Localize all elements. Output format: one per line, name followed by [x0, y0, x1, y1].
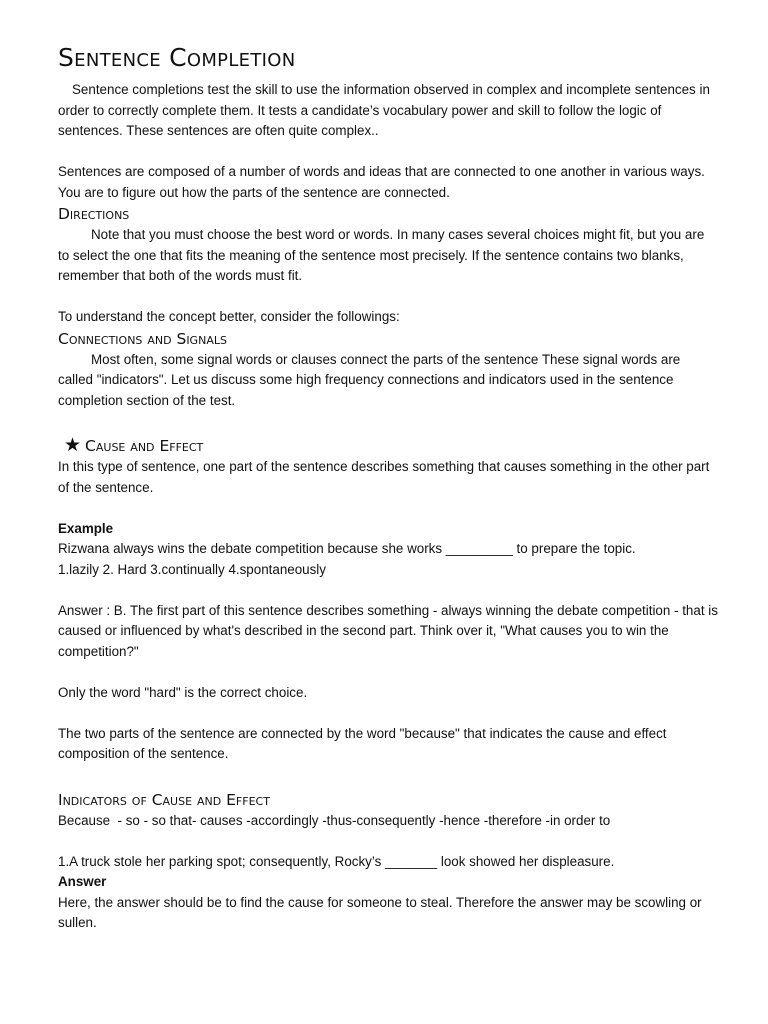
question-sentence: 1.A truck stole her parking spot; consequently, Rocky’s _______ look showed her displeasure.	[58, 853, 615, 869]
star-icon: ★	[64, 435, 82, 456]
cause-effect-paragraph: In this type of sentence, one part of the sentence describes something that causes something in the other part of the sentence.	[58, 459, 710, 495]
example-only: Only the word "hard" is the correct choice.	[58, 684, 308, 700]
answer-text: Here, the answer should be to find the cause for someone to steal. Therefore the answer may be scowling or sullen.	[58, 894, 702, 930]
example-answer: Answer : B. The first part of this sentence describes something - always winning the debate competition - that is caused or influenced by what's described in the second part. Think over it, "What causes you to win the competition?"	[58, 602, 718, 659]
cause-effect-heading: Cause and Effect	[85, 437, 204, 455]
example-label: Example	[58, 520, 114, 536]
answer-label: Answer	[58, 874, 107, 889]
indicators-list: Because - so - so that- causes -accordingly -thus-consequently -hence -therefore -in order to	[58, 812, 611, 828]
page-title: Sentence Completion	[58, 43, 296, 72]
directions-heading: Directions	[58, 205, 130, 223]
cause-effect-heading-row	[58, 435, 718, 457]
example-connected: The two parts of the sentence are connected by the word "because" that indicates the cause and effect composition of the sentence.	[58, 725, 667, 761]
understand-paragraph: To understand the concept better, consider the followings:	[58, 309, 400, 324]
intro-paragraph: Sentence completions test the skill to use the information observed in complex and incomplete sentences in order to correctly complete them. It tests a candidate’s vocabulary power and skill to follow the logic of sentences. These sentences are often quite complex..	[58, 82, 710, 138]
indicators-heading: Indicators of Cause and Effect	[58, 790, 270, 809]
composed-paragraph: Sentences are composed of a number of words and ideas that are connected to one another in various ways. You are to figure out how the parts of the sentence are connected.	[58, 164, 705, 200]
connections-heading: Connections and Signals	[58, 329, 227, 348]
example-options: 1.lazily 2. Hard 3.continually 4.spontaneously	[58, 561, 326, 577]
connections-paragraph: Most often, some signal words or clauses connect the parts of the sentence These signal words are called "indicators". Let us discuss some high frequency connections and indicators used in the sentence completion section of the test.	[58, 351, 681, 408]
directions-paragraph: Note that you must choose the best word or words. In many cases several choices might fit, but you are to select the one that fits the meaning of the sentence most precisely. If the sentence contains two blanks, remember that both of the words must fit.	[58, 227, 705, 283]
document-page	[58, 40, 718, 934]
example-sentence: Rizwana always wins the debate competition because she works _________ to prepare the topic.	[58, 541, 636, 556]
